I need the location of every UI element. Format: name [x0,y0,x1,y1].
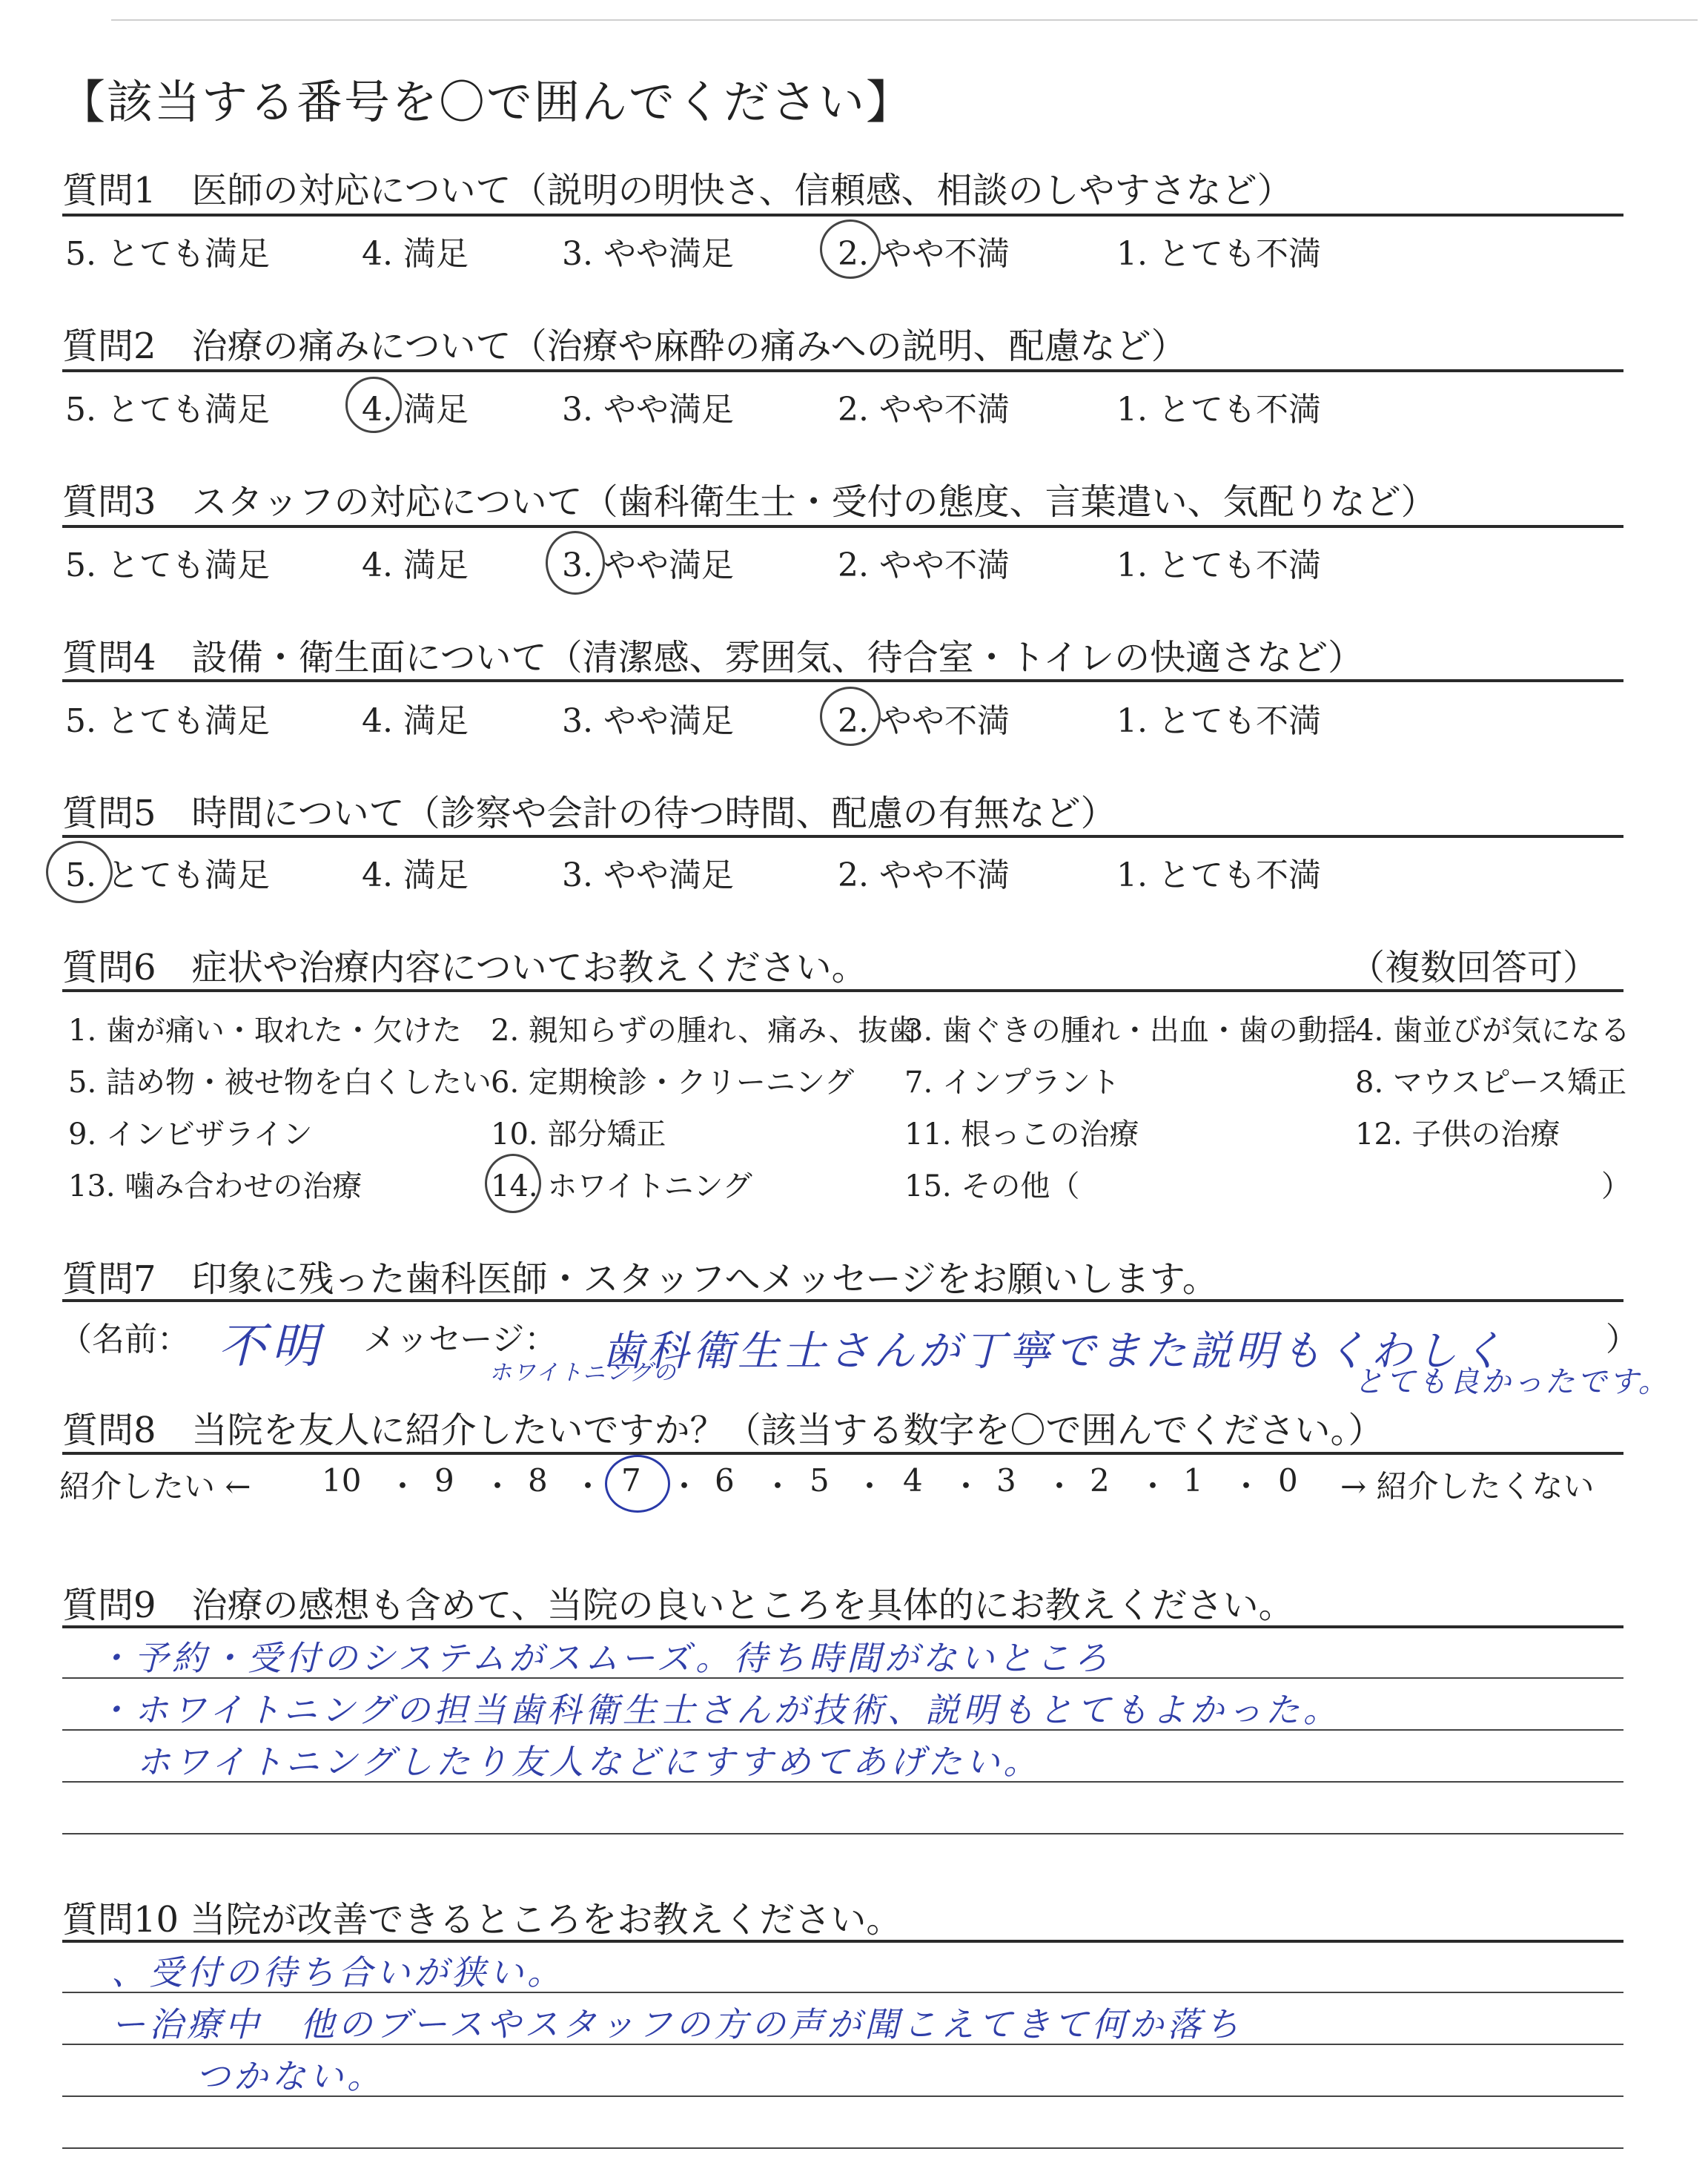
question-3-rule [62,525,1623,528]
q4-option-5[interactable]: 5. とても満足 [65,702,270,740]
q6-item-1[interactable]: 1. 歯が痛い・取れた・欠けた [68,1014,462,1048]
q8-right-label: → 紹介したくない [1340,1468,1595,1505]
q8-left-label: 紹介したい ← [59,1468,251,1505]
q8-scale-7[interactable]: 7 [621,1462,641,1499]
q6-item-11[interactable]: 11. 根っこの治療 [904,1117,1139,1152]
question-10: 質問10 当院が改善できるところをお教えください。 [62,1899,902,1941]
q8-scale-9[interactable]: 9 [434,1462,454,1499]
q1-option-4[interactable]: 4. 満足 [362,235,469,273]
q1-option-1[interactable]: 1. とても不満 [1116,235,1321,273]
q8-separator-dot: ・ [387,1468,419,1505]
answer-line [62,2147,1623,2149]
question-2: 質問2 治療の痛みについて（治療や麻酔の痛みへの説明、配慮など） [62,326,1187,367]
q8-scale-4[interactable]: 4 [903,1462,923,1499]
q2-option-2[interactable]: 2. やや不満 [838,391,1010,429]
q8-scale-3[interactable]: 3 [996,1462,1016,1499]
sheet-title: 【該当する番号を〇で囲んでください】 [59,75,914,129]
q1-option-2[interactable]: 2. やや不満 [838,235,1010,273]
q2-option-5[interactable]: 5. とても満足 [65,391,270,429]
q5-option-5[interactable]: 5. とても満足 [65,856,270,894]
q1-option-3[interactable]: 3. やや満足 [562,235,734,273]
q6-selection-circle [485,1154,541,1213]
q8-separator-dot: ・ [1044,1468,1076,1505]
question-6-rule [62,989,1623,992]
q6-item-4[interactable]: 4. 歯並びが気になる [1355,1014,1630,1048]
q10-answer-line-2[interactable]: ー治療中 他のブースやスタッフの方の声が聞こえてきて何か落ち [111,2004,1243,2044]
q7-close-paren: ） [1606,1321,1638,1358]
q6-item-12[interactable]: 12. 子供の治療 [1355,1117,1560,1152]
q8-scale-6[interactable]: 6 [715,1462,735,1499]
question-10-rule [62,1940,1623,1943]
question-5: 質問5 時間について（診察や会計の待つ時間、配慮の有無など） [62,793,1116,834]
question-4-rule [62,679,1623,682]
q6-item-5[interactable]: 5. 詰め物・被せ物を白くしたい [68,1066,491,1100]
q8-separator-dot: ・ [854,1468,886,1505]
q6-item-8[interactable]: 8. マウスピース矯正 [1355,1066,1627,1100]
q3-option-2[interactable]: 2. やや不満 [838,546,1010,584]
q6-item-14[interactable]: 14. ホワイトニング [491,1169,752,1203]
scan-top-edge-line [111,19,1698,21]
q8-separator-dot: ・ [1137,1468,1169,1505]
q6-item-10[interactable]: 10. 部分矯正 [491,1117,666,1152]
q4-option-3[interactable]: 3. やや満足 [562,702,734,740]
q8-scale-10[interactable]: 10 [322,1462,362,1499]
q3-option-1[interactable]: 1. とても不満 [1116,546,1321,584]
q8-scale-2[interactable]: 2 [1090,1462,1110,1499]
q4-option-4[interactable]: 4. 満足 [362,702,469,740]
q3-option-3[interactable]: 3. やや満足 [562,546,734,584]
q4-option-2[interactable]: 2. やや不満 [838,702,1010,740]
q5-option-2[interactable]: 2. やや不満 [838,856,1010,894]
q6-item-9[interactable]: 9. インビザライン [68,1117,313,1152]
q9-answer-line-1[interactable]: ・予約・受付のシステムがスムーズ。待ち時間がないところ [96,1638,1112,1678]
q8-separator-dot: ・ [762,1468,794,1505]
question-9: 質問9 治療の感想も含めて、当院の良いところを具体的にお教えください。 [62,1585,1294,1626]
q6-item-2[interactable]: 2. 親知らずの腫れ、痛み、抜歯 [491,1014,918,1048]
question-5-rule [62,835,1623,838]
q8-separator-dot: ・ [1231,1468,1262,1505]
q2-option-3[interactable]: 3. やや満足 [562,391,734,429]
q3-option-4[interactable]: 4. 満足 [362,546,469,584]
q7-name-label: （名前： [59,1321,190,1358]
q2-selection-circle [345,377,402,433]
q3-option-5[interactable]: 5. とても満足 [65,546,270,584]
q9-answer-line-2[interactable]: ・ホワイトニングの担当歯科衛生士さんが技術、説明もとてもよかった。 [96,1690,1341,1730]
q4-selection-circle [820,687,881,746]
q6-item-13[interactable]: 13. 噛み合わせの治療 [68,1169,363,1203]
q8-scale-1[interactable]: 1 [1183,1462,1203,1499]
q8-separator-dot: ・ [572,1468,604,1505]
question-6-note: （複数回答可） [1348,947,1598,988]
q8-scale-0[interactable]: 0 [1278,1462,1298,1499]
q6-item-15[interactable]: 15. その他（ [904,1169,1080,1203]
q8-separator-dot: ・ [950,1468,982,1505]
q7-message-label: メッセージ： [363,1321,557,1358]
q7-message-handwritten-insert: ホワイトニングの [489,1360,678,1386]
question-4: 質問4 設備・衛生面について（清潔感、雰囲気、待合室・トイレの快適さなど） [62,637,1364,678]
q6-item-3[interactable]: 3. 歯ぐきの腫れ・出血・歯の動揺 [904,1014,1357,1048]
question-8-rule [62,1452,1623,1455]
q6-item-6[interactable]: 6. 定期検診・クリーニング [491,1066,855,1100]
q8-scale-8[interactable]: 8 [528,1462,548,1499]
question-8: 質問8 当院を友人に紹介したいですか？（該当する数字を〇で囲んでください。） [62,1410,1384,1451]
answer-line [62,1833,1623,1834]
question-1-rule [62,214,1623,217]
q8-separator-dot: ・ [669,1468,701,1505]
q5-option-1[interactable]: 1. とても不満 [1116,856,1321,894]
question-3: 質問3 スタッフの対応について（歯科衛生士・受付の態度、言葉遣い、気配りなど） [62,481,1437,523]
q2-option-4[interactable]: 4. 満足 [362,391,469,429]
q5-option-3[interactable]: 3. やや満足 [562,856,734,894]
q8-selection-circle [605,1455,670,1513]
q7-message-handwritten[interactable]: 歯科衛生士さんが丁寧でまた説明もくわしく [602,1327,1506,1375]
q2-option-1[interactable]: 1. とても不満 [1116,391,1321,429]
question-7: 質問7 印象に残った歯科医師・スタッフへメッセージをお願いします。 [62,1258,1218,1300]
question-1: 質問1 医師の対応について（説明の明快さ、信頼感、相談のしやすさなど） [62,170,1293,211]
q5-option-4[interactable]: 4. 満足 [362,856,469,894]
q10-answer-line-3[interactable]: つかない。 [196,2056,385,2096]
q9-answer-line-3[interactable]: ホワイトニングしたり友人などにすすめてあげたい。 [136,1742,1042,1782]
q6-item-15-close-paren: ） [1601,1169,1631,1203]
q10-answer-line-1[interactable]: 、受付の待ち合いが狭い。 [111,1952,565,1992]
q1-selection-circle [820,219,881,279]
question-7-rule [62,1299,1623,1302]
q7-name-handwritten[interactable]: 不明 [218,1319,325,1374]
question-6: 質問6 症状や治療内容についてお教えください。 [62,947,867,988]
q7-message-handwritten-tail: とても良かったです。 [1354,1365,1670,1399]
q8-separator-dot: ・ [482,1468,514,1505]
q6-item-7[interactable]: 7. インプラント [904,1066,1120,1100]
q8-scale-5[interactable]: 5 [810,1462,830,1499]
q3-selection-circle [546,531,605,595]
q4-option-1[interactable]: 1. とても不満 [1116,702,1321,740]
question-9-rule [62,1625,1623,1628]
q5-selection-circle [46,841,113,903]
q1-option-5[interactable]: 5. とても満足 [65,235,270,273]
question-2-rule [62,369,1623,372]
